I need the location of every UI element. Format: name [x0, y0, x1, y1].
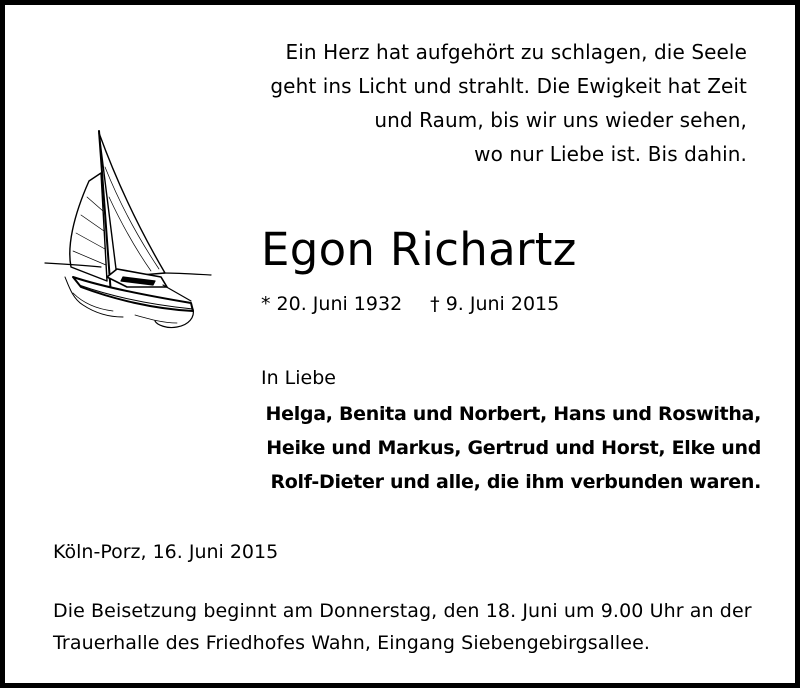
life-dates [261, 289, 559, 319]
deceased-name: Egon Richartz [261, 223, 577, 276]
birth-date: * 20. Juni 1932 [261, 293, 403, 315]
poem-line: Ein Herz hat aufgehört zu schlagen, die Seele [285, 40, 747, 64]
poem-line: geht ins Licht und strahlt. Die Ewigkeit hat Zeit [270, 74, 747, 98]
mourners-line: Rolf-Dieter und alle, die ihm verbunden waren. [270, 471, 761, 493]
funeral-line: Die Beisetzung beginnt am Donnerstag, den 18. Juni um 9.00 Uhr an der [53, 600, 752, 622]
place-date: Köln-Porz, 16. Juni 2015 [53, 541, 279, 563]
funeral-notice [53, 595, 752, 659]
poem-line: und Raum, bis wir uns wieder sehen, [374, 108, 747, 132]
mourners-line: Helga, Benita und Norbert, Hans und Roswitha, [265, 403, 761, 425]
poem [187, 35, 747, 171]
funeral-line: Trauerhalle des Friedhofes Wahn, Eingang Siebengebirgsallee. [53, 632, 651, 654]
sailboat-icon [43, 127, 225, 335]
mourners-line: Heike und Markus, Gertrud und Horst, Elke und [266, 437, 761, 459]
mourners-list [251, 397, 761, 499]
death-date: † 9. Juni 2015 [430, 293, 560, 315]
mourners-intro: In Liebe [261, 367, 336, 389]
poem-line: wo nur Liebe ist. Bis dahin. [474, 142, 747, 166]
